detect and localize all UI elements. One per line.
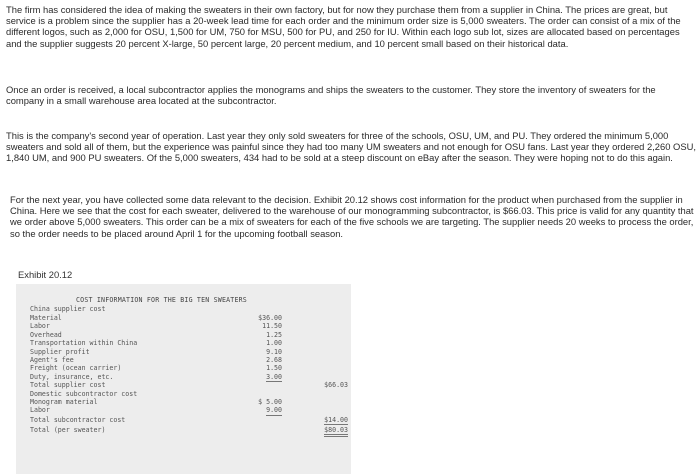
paragraph-next-year: For the next year, you have collected some data relevant to the decision. Exhibit 20.12 shows cost information for the product when purchased from the supplier in China. Here we see that the cost for each sweater, delivered to the warehouse of our monogramming subcontractor, is $66.03. This price is valid for any quantity that we order above 5,000 sweaters. This order can be a mix of sweaters for each of the five schools we are targeting. The supplier needs 20 weeks to process the order, so the order needs to be placed around April 1 for the upcoming football season. xyxy=(10,194,694,239)
table-row xyxy=(30,398,348,406)
row-value: 9.00 xyxy=(266,406,282,415)
table-row xyxy=(30,331,348,339)
row-label: Supplier profit xyxy=(30,347,90,356)
exhibit-cost-table xyxy=(16,284,351,474)
row-label: Total (per sweater) xyxy=(30,426,106,434)
row-label: Total supplier cost xyxy=(30,381,106,390)
row-label: Labor xyxy=(30,406,50,415)
table-row xyxy=(30,426,348,434)
row-value: 2.68 xyxy=(266,356,282,364)
row-label: Agent's fee xyxy=(30,356,74,364)
row-value: $36.00 xyxy=(258,314,282,322)
table-row xyxy=(30,348,348,356)
row-value: $ 5.00 xyxy=(258,398,282,406)
row-label: Transportation within China xyxy=(30,339,138,348)
paragraph-supplier: The firm has considered the idea of making the sweaters in their own factory, but for now they purchase them from a supplier in China. The prices are great, but service is a problem since the supplier has a 20-week lead time for each order and the minimum order size is 5,000 sweaters. The order can consist of a mix of the different logos, such as 2,000 for OSU, 1,500 for UM, 750 for MSU, 500 for PU, and 250 for IU. Within each logo sub lot, sizes are allocated based on percentages and the supplier suggests 20 percent X-large, 50 percent large, 20 percent medium, and 10 percent small based on their historical data. xyxy=(6,4,681,49)
row-label: Duty, insurance, etc. xyxy=(30,372,114,381)
row-grand-total: $80.03 xyxy=(324,426,348,437)
row-label: Domestic subcontractor cost xyxy=(30,389,138,398)
row-value: 1.25 xyxy=(266,330,282,339)
row-label: Total subcontractor cost xyxy=(30,416,126,424)
table-row xyxy=(30,364,348,372)
exhibit-title: COST INFORMATION FOR THE BIG TEN SWEATERS xyxy=(76,296,247,304)
table-row xyxy=(30,314,348,322)
table-row xyxy=(30,339,348,347)
row-value: 9.10 xyxy=(266,347,282,356)
row-label: China supplier cost xyxy=(30,305,106,313)
row-label: Material xyxy=(30,314,62,322)
row-value: 11.50 xyxy=(262,322,282,331)
table-row xyxy=(30,373,348,381)
row-total: $66.03 xyxy=(324,381,348,390)
row-label: Freight (ocean carrier) xyxy=(30,364,122,373)
paragraph-subcontractor: Once an order is received, a local subcontractor applies the monograms and ships the sweaters to the customer. They store the inventory of sweaters for the company in a small warehouse area located at the subcontractor. xyxy=(6,84,656,107)
table-row xyxy=(30,416,348,424)
paragraph-second-year: This is the company's second year of operation. Last year they only sold sweaters for three of the schools, OSU, UM, and PU. They ordered the minimum 5,000 sweaters and sold all of them, but the experience was painful since they had too many UM sweaters and not enough for OSU fans. Last year they ordered 2,260 OSU, 1,840 UM, and 900 PU sweaters. Of the 5,000 sweaters, 434 had to be sold at a steep discount on eBay after the season. They were hoping not to do this again. xyxy=(6,130,696,164)
row-value: 1.00 xyxy=(266,339,282,348)
row-label: Labor xyxy=(30,322,50,331)
row-value: 3.00 xyxy=(266,372,282,381)
table-row xyxy=(30,390,348,398)
table-row xyxy=(30,381,348,389)
table-row xyxy=(30,356,348,364)
row-label: Monogram material xyxy=(30,398,98,406)
exhibit-label: Exhibit 20.12 xyxy=(18,269,73,280)
table-row xyxy=(30,305,348,313)
table-row xyxy=(30,322,348,330)
row-label: Overhead xyxy=(30,330,62,339)
table-row xyxy=(30,406,348,414)
row-total: $14.00 xyxy=(324,416,348,424)
row-value: 1.50 xyxy=(266,364,282,373)
